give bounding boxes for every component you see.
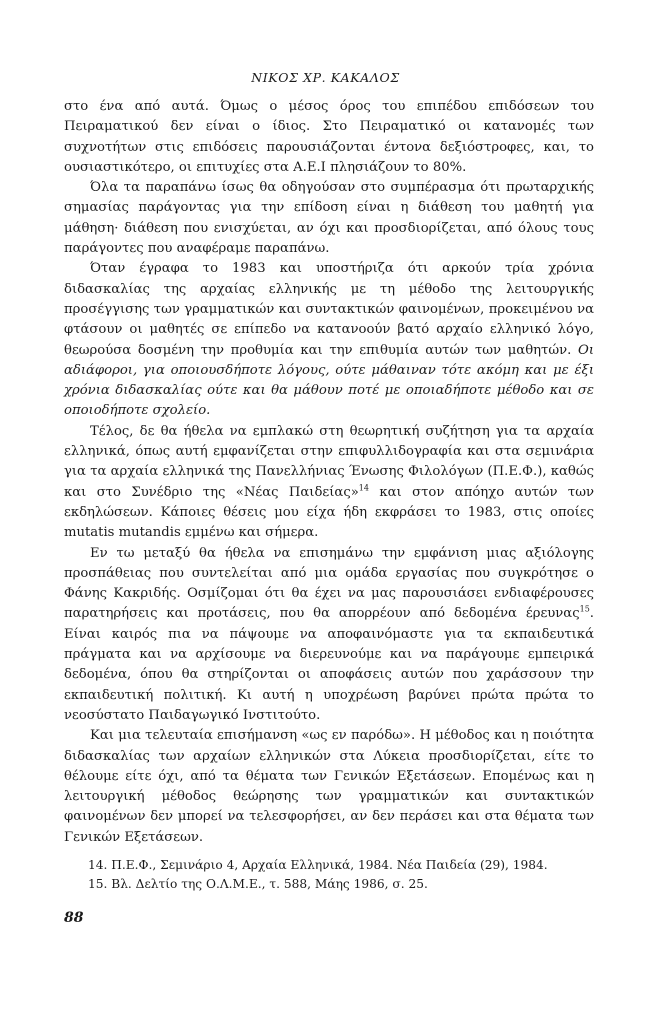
paragraph-4-part-a: Τέλος, δε θα ήθελα να εμπλακώ στη θεωρητική συζήτηση για τα αρχαία ελληνικά, όπως αυτή εμφανίζεται στην επιφυλλιδογραφία και στα σεμινάρια για τα αρχαία ελληνικά της Πανελλήνιας Ένωσης Φιλολόγων (Π.Ε.Φ.), καθώς και στο Συνέδριο της «Νέας Παιδείας»: [64, 423, 594, 500]
paragraph-3-italic: Οι αδιάφοροι, για οποιουσδήποτε λόγους, ούτε μάθαιναν τότε ακόμη και με έξι χρόνια διδασκαλίας ούτε και θα μάθουν ποτέ με οποιαδήποτε μέθοδο και σε οποιοδήποτε σχολείο.: [64, 342, 594, 419]
paragraph-4: [64, 422, 594, 544]
paragraph-2: Όλα τα παραπάνω ίσως θα οδηγούσαν στο συμπέρασμα ότι πρωταρχικής σημασίας παράγοντας για την επίδοση είναι η διάθεση του μαθητή για μάθηση· διάθεση που ενισχύεται, αν όχι και προσδιορίζεται, από όλους τους παράγοντες που αναφέραμε παραπάνω.: [64, 180, 594, 257]
footnote-15: 15. Βλ. Δελτίο της Ο.Λ.Μ.Ε., τ. 588, Μάης 1986, σ. 25.: [88, 877, 428, 891]
paragraph-5-part-b: . Είναι καιρός πια να πάψουμε να αποφαινόμαστε για τα εκπαιδευτικά πράγματα και να αρχίσουμε να διερευνούμε και να παράγουμε εμπειρικά δεδομένα, όπου θα στηρίζονται οι αποφάσεις αυτών που χαράσσουν την εκπαιδευτική πολιτική. Κι αυτή η υποχρέωση βαρύνει πρώτα πρώτα το νεοσύστατο Παιδαγωγικό Ινστιτούτο.: [64, 606, 594, 723]
footnote-ref-14: 14: [358, 483, 369, 493]
page-number: 88: [64, 910, 84, 926]
running-head: ΝΙΚΟΣ ΧΡ. ΚΑΚΑΛΟΣ: [251, 70, 400, 85]
paragraph-4-part-b: και στον απόηχο αυτών των εκδηλώσεων. Κάποιες θέσεις μου είχα ήδη εκφράσει το 1983, στις οποίες mutatis mutandis εμμένω και σήμερα.: [64, 484, 595, 541]
paragraph-5-part-a: Εν τω μεταξύ θα ήθελα να επισημάνω την εμφάνιση μιας αξιόλογης προσπάθειας που συντελείται από μια ομάδα εργασίας που συγκρότησε ο Φάνης Κακριδής. Οσμίζομαι ότι θα έχει να μας παρουσιάσει ενδιαφέρουσες παρατηρήσεις και προτάσεις, που θα απορρέουν από δεδομένα έρευνας: [64, 545, 594, 622]
paragraph-5: [64, 544, 594, 727]
footnotes: [64, 856, 594, 894]
paragraph-1: στο ένα από αυτά. Όμως ο μέσος όρος του επιπέδου επιδόσεων του Πειραματικού δεν είναι ο ίδιος. Στο Πειραματικό οι κατανομές των συχνοτήτων στις επιδόσεις παρουσιάζονται έντονα δεξιόστροφες, και, το ουσιαστικότερο, οι επιτυχίες στα Α.Ε.Ι πλησιάζουν το 80%.: [64, 99, 594, 175]
body-text: [64, 97, 594, 848]
paragraph-3-main: Όταν έγραφα το 1983 και υποστήριζα ότι αρκούν τρία χρόνια διδασκαλίας της αρχαίας ελληνικής με τη μέθοδο της λειτουργικής προσέγγισης των γραμματικών και συντακτικών φαινομένων, προκειμένου να φτάσουν οι μαθητές σε επίπεδο να κατανοούν βατό αρχαίο ελληνικό λόγο, θεωρούσα δοσμένη την προθυμία και την επιθυμία αυτών των μαθητών.: [64, 261, 594, 358]
paragraph-3: [64, 259, 594, 421]
paragraph-6: Και μια τελευταία επισήμανση «ως εν παρόδω». Η μέθοδος και η ποιότητα διδασκαλίας των αρχαίων ελληνικών στα Λύκεια προσδιορίζεται, είτε το θέλουμε είτε όχι, από τα θέματα των Γενικών Εξετάσεων. Επομένως και η λειτουργική μέθοδος θεώρησης των γραμματικών και συντακτικών φαινομένων δεν μπορεί να τελεσφορήσει, αν δεν περάσει και στα θέματα των Γενικών Εξετάσεων.: [64, 728, 594, 845]
footnote-ref-15: 15: [579, 605, 590, 615]
footnote-14: 14. Π.Ε.Φ., Σεμινάριο 4, Αρχαία Ελληνικά, 1984. Νέα Παιδεία (29), 1984.: [88, 858, 548, 872]
